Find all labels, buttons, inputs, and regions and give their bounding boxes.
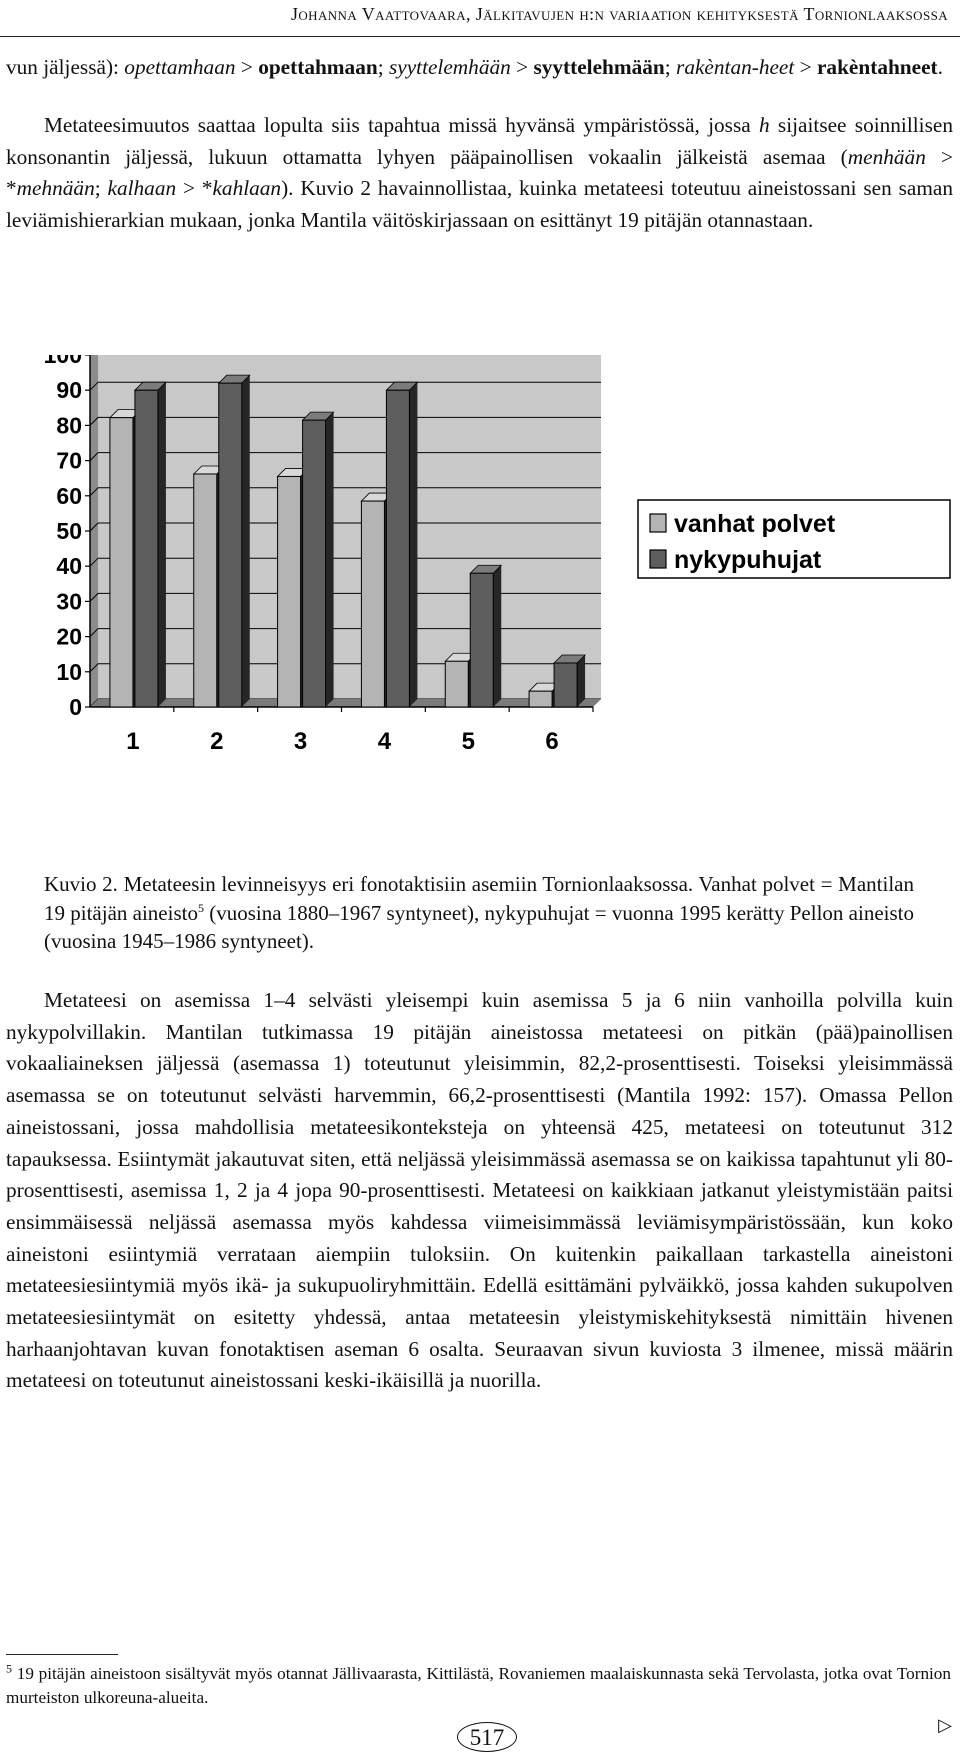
y-tick-label: 20 bbox=[56, 623, 82, 650]
legend-swatch bbox=[650, 550, 666, 568]
y-tick-label: 10 bbox=[56, 658, 82, 685]
paragraph-metathesis: Metateesimuutos saattaa lopulta siis tapahtua missä hyvänsä ympäristössä, jossa h sijaitsee soinnillisen konsonantin jäljessä, lukuun ottamatta lyhyen pääpainollisen vokaalin jälkeistä asemaa (menhään > *mehnään; kalhaan > *kahlaan). Kuvio 2 havainnollistaa, kuinka metateesi toteutuu aineistossani sen saman leviämishierarkian mukaan, jonka Mantila väitöskirjassaan on esittänyt 19 pitäjän otannastaan. bbox=[6, 113, 954, 233]
y-tick-label: 30 bbox=[56, 588, 82, 615]
header-rule bbox=[0, 36, 960, 37]
y-tick-label: 90 bbox=[56, 377, 82, 404]
bar-side bbox=[409, 382, 417, 707]
bar-nykypuhujat bbox=[554, 663, 577, 707]
y-tick-label: 80 bbox=[56, 412, 82, 439]
x-tick-label: 3 bbox=[293, 728, 308, 755]
bar-vanhat-polvet bbox=[278, 476, 301, 707]
bar-nykypuhujat bbox=[135, 390, 158, 707]
bar-vanhat-polvet bbox=[194, 474, 217, 707]
bar-nykypuhujat bbox=[386, 390, 409, 707]
legend-label: nykypuhujat bbox=[674, 546, 822, 574]
running-head: Johanna Vaattovaara, Jälkitavujen h:n variaation kehityksestä Tornionlaaksossa bbox=[290, 4, 948, 24]
figure-2-chart bbox=[28, 355, 958, 845]
footnote: $^5$ 19 pitäjän aineistoon sisältyvät myös otannat Jällivaarasta, Kittilästä, Rovaniemen maalaiskunnasta sekä Tervolasta, jotka ovat Tornion murteiston ulkoreuna-alueita. bbox=[6, 1661, 951, 1707]
bar-nykypuhujat bbox=[303, 420, 326, 707]
legend-swatch bbox=[650, 514, 666, 532]
bar-nykypuhujat bbox=[470, 573, 493, 707]
plot-side-wall bbox=[90, 355, 98, 707]
x-tick-label: 6 bbox=[545, 728, 559, 755]
y-tick-label: 0 bbox=[69, 694, 82, 720]
plot-back-wall bbox=[98, 355, 601, 699]
bar-vanhat-polvet bbox=[361, 501, 384, 707]
plot-floor bbox=[90, 699, 601, 707]
bar-chart bbox=[28, 355, 958, 845]
x-tick-label: 2 bbox=[210, 728, 224, 755]
bar-nykypuhujat bbox=[219, 383, 242, 707]
footnote-rule bbox=[6, 1654, 118, 1655]
bar-vanhat-polvet bbox=[529, 691, 552, 707]
legend-label: vanhat polvet bbox=[674, 510, 836, 538]
y-tick-label: 100 bbox=[43, 355, 82, 368]
paragraph-intro: vun jäljessä): opettamhaan > opettahmaan; syyttelemhään > syyttelehmään; rakèntan-heet > rakèntahneet. bbox=[6, 55, 943, 79]
paragraph-results: Metateesi on asemissa 1–4 selvästi yleisempi kuin asemissa 5 ja 6 niin vanhoilla polvilla kuin nykypolvillakin. Mantilan tutkimassa 19 pitäjän aineistossa metateesi on pitkän (pää)painollisen vokaaliaineksen jäljessä (asemassa 1) toteutunut yleisimmin, 82,2-prosenttisesti. Toiseksi yleisimmässä asemassa se on toteutunut selvästi harvemmin, 66,2-prosenttisesti (Mantila 1992: 157). Omassa Pellon aineistossani, jossa mahdollisia metateesikonteksteja on yhteensä 425, metateesi on toteutunut 312 tapauksessa. Esiintymät jakautuvat siten, että neljässä yleisimmässä asemassa se on kaikissa tapahtunut yli 80-prosenttisesti, asemissa 1, 2 ja 4 jopa 90-prosenttisesti. Metateesi on kaikkiaan jatkanut yleistymistään paitsi ensimmäisessä neljässä asemassa myös kahdessa viimeisimmässä leviämisympäristössään, kun koko aineistoni esiintymiä verrataan aiempiin tuloksiin. On kuitenkin paikallaan tarkastella aineistoni metateesiesiintymiä myös ikä- ja sukupuoliryhmittäin. Edellä esittämäni pylväikkö, jossa kahden sukupolven metateesiesiintymät on esitetty yhdessä, antaa metateesin yleistymiskehityksestä nimittäin hivenen harhaanjohtavan kuvan fonotaktisen aseman 6 osalta. Seuraavan sivun kuviosta 3 ilmenee, missä määrin metateesi on toteutunut aineistossani keski-ikäisillä ja nuorilla. bbox=[6, 988, 953, 1393]
figure-caption: Kuvio 2. Metateesin levinneisyys eri fonotaktisiin asemiin Tornionlaaksossa. Vanhat polvet = Mantilan 19 pitäjän aineisto$^5$ (vuosina 1880–1967 syntyneet), nykypuhujat = vuonna 1995 kerätty Pellon aineisto (vuosina 1945–1986 syntyneet). bbox=[44, 872, 914, 953]
x-tick-label: 5 bbox=[461, 728, 475, 755]
bar-side bbox=[326, 412, 334, 707]
bar-side bbox=[242, 375, 250, 707]
y-tick-label: 60 bbox=[56, 482, 82, 509]
y-tick-label: 70 bbox=[56, 447, 82, 474]
footnote-mark: 5 bbox=[6, 1661, 12, 1676]
bar-vanhat-polvet bbox=[445, 661, 468, 707]
triangle-right-outline-icon: ▷ bbox=[938, 1715, 952, 1735]
y-tick-label: 40 bbox=[56, 553, 82, 580]
y-tick-label: 50 bbox=[56, 518, 82, 544]
x-tick-label: 1 bbox=[126, 728, 140, 755]
page-number: 517 bbox=[457, 1722, 517, 1752]
bar-side bbox=[577, 655, 585, 707]
footnote-ref: 5 bbox=[197, 900, 204, 915]
bar-side bbox=[158, 382, 166, 707]
bar-vanhat-polvet bbox=[110, 418, 133, 707]
x-tick-label: 4 bbox=[377, 728, 392, 755]
bar-side bbox=[493, 565, 501, 707]
